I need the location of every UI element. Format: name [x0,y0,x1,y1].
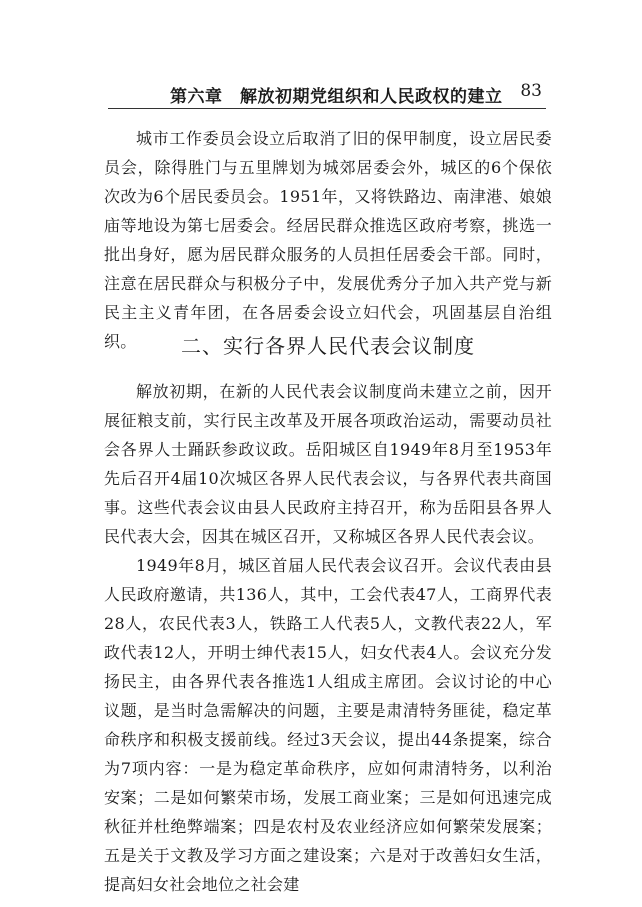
paragraph: 解放初期，在新的人民代表会议制度尚未建立之前，因开展征粮支前，实行民主改革及开展各项政治运动，需要动员社会各界人士踊跃参政议政。岳阳城区自1949年8月至1953年先后召开4届10次城区各界人民代表会议，与各界代表共商国事。这些代表会议由县人民政府主持召开，称为岳阳县各界人民代表大会，因其在城区召开，又称城区各界人民代表会议。 [104,382,552,546]
section-heading: 二、实行各界人民代表会议制度 [181,334,475,358]
paragraph: 城市工作委员会设立后取消了旧的保甲制度，设立居民委员会，除得胜门与五里牌划为城郊居委会外，城区的6个保依次改为6个居民委员会。1951年，又将铁路边、南津港、娘娘庙等地设为第七居委会。经居民群众推选区政府考察，挑选一批出身好，愿为居民群众服务的人员担任居委会干部。同时，注意在居民群众与积极分子中，发展优秀分子加入共产党与新民主主义青年团，在各居委会设立妇代会，巩固基层自治组织。 [104,129,552,351]
chapter-title: 第六章 解放初期党组织和人民政权的建立 [170,87,503,107]
page-number: 83 [520,81,542,101]
body-text-top [104,124,552,356]
paragraph: 1949年8月，城区首届人民代表会议召开。会议代表由县人民政府邀请，共136人，其中，工会代表47人，工商界代表28人，农民代表3人，铁路工人代表5人，文教代表22人，军政代表12人，开明士绅代表15人，妇女代表4人。会议充分发扬民主，由各界代表各推选1人组成主席团。会议讨论的中心议题，是当时急需解决的问题，主要是肃清特务匪徒，稳定革命秩序和积极支援前线。经过3天会议，提出44条提案，综合为7项内容：一是为稳定革命秩序，应如何肃清特务，以利治安案；二是如何繁荣市场，发展工商业案；三是如何迅速完成秋征并杜绝弊端案；四是农村及农业经济应如何繁荣发展案；五是关于文教及学习方面之建设案；六是对于改善妇女生活，提高妇女社会地位之社会建 [104,556,552,894]
running-header [108,80,546,109]
body-text-bottom [104,377,552,899]
